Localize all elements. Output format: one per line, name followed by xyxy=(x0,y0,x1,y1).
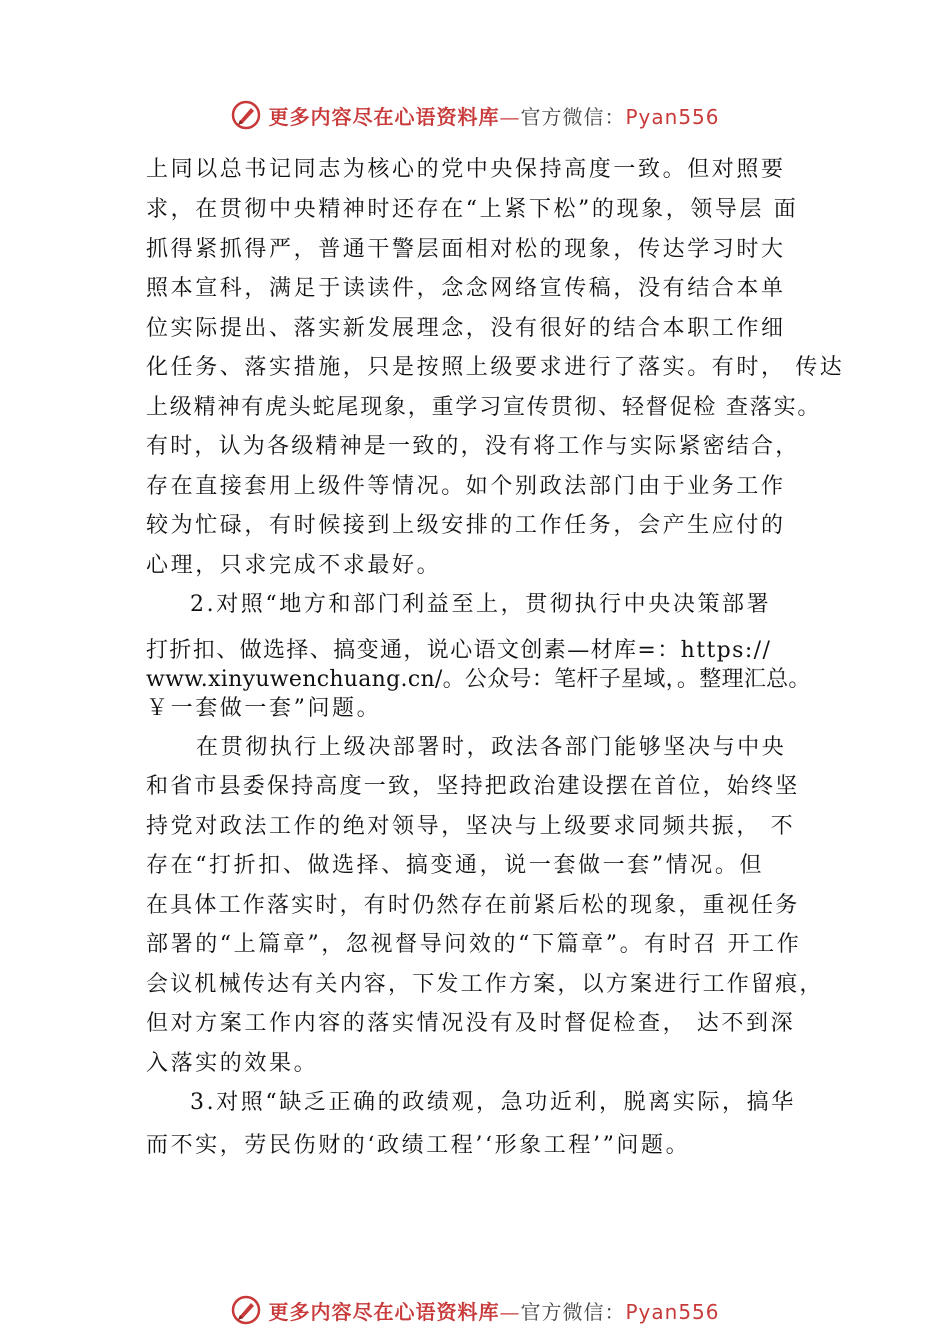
watermark-label: 官方微信： xyxy=(520,1299,626,1324)
text-line: 3.对照“缺乏正确的政绩观，急功近利，脱离实际，搞华 xyxy=(190,1090,796,1115)
watermark-label: 官方微信： xyxy=(520,104,626,129)
watermark-wechat-id: Pyan556 xyxy=(625,1299,720,1324)
watermark-brand: 更多内容尽在心语资料库 xyxy=(268,1299,500,1324)
text-line: 会议机械传达有关内容，下发工作方案，以方案进行工作留痕， xyxy=(146,972,824,997)
pen-logo-icon xyxy=(230,1294,262,1326)
text-line: 心理，只求完成不求最好。 xyxy=(146,553,442,578)
watermark-wechat-id: Pyan556 xyxy=(625,104,720,129)
text-line: 求，在贯彻中央精神时还存在“上紧下松”的现象，领导层 面 xyxy=(146,197,799,222)
text-line: 存在直接套用上级件等情况。如个别政法部门由于业务工作 xyxy=(146,474,786,499)
text-line: 打折扣、做选择、搞变通，说心语文创素—材库=：https:// xyxy=(146,638,772,663)
text-line: 和省市县委保持高度一致，坚持把政治建设摆在首位，始终坚 xyxy=(146,774,800,799)
text-line: 有时，认为各级精神是一致的，没有将工作与实际紧密结合， xyxy=(146,434,800,459)
text-line: 在贯彻执行上级决部署时，政法各部门能够坚决与中央 xyxy=(196,735,787,760)
text-line: 抓得紧抓得严，普通干警层面相对松的现象，传达学习时大 xyxy=(146,237,786,262)
footer-watermark xyxy=(0,1290,950,1330)
watermark-separator: — xyxy=(499,1299,521,1324)
text-line: 照本宣科，满足于读读件，念念网络宣传稿，没有结合本单 xyxy=(146,276,786,301)
watermark-text xyxy=(268,1296,719,1325)
text-line: 入落实的效果。 xyxy=(146,1051,319,1076)
watermark-separator: — xyxy=(499,104,521,129)
text-line: 上级精神有虎头蛇尾现象，重学习宣传贯彻、轻督促检 查落实。 xyxy=(146,395,822,420)
text-line: 存在“打折扣、做选择、搞变通，说一套做一套”情况。但 xyxy=(146,853,765,878)
text-line: www.xinyuwenchuang.cn/。公众号：笔杆子星域，。整理汇总。 xyxy=(146,667,811,692)
text-line: 在具体工作落实时，有时仍然存在前紧后松的现象，重视任务 xyxy=(146,893,800,918)
text-line: 位实际提出、落实新发展理念，没有很好的结合本职工作细 xyxy=(146,316,786,341)
text-line: 持党对政法工作的绝对领导，坚决与上级要求同频共振， 不 xyxy=(146,814,796,839)
text-line: 化任务、落实措施，只是按照上级要求进行了落实。有时， 传达 xyxy=(146,355,845,380)
text-line: 较为忙碌，有时候接到上级安排的工作任务，会产生应付的 xyxy=(146,513,786,538)
text-line: ￥一套做一套”问题。 xyxy=(146,696,382,721)
text-line: 部署的“上篇章”，忽视督导问效的“下篇章”。有时召 开工作 xyxy=(146,932,802,957)
text-line: 而不实，劳民伤财的‘政绩工程’‘形象工程’”问题。 xyxy=(146,1133,691,1158)
text-line: 但对方案工作内容的落实情况没有及时督促检查， 达不到深 xyxy=(146,1011,796,1036)
text-line: 2.对照“地方和部门利益至上，贯彻执行中央决策部署 xyxy=(190,592,772,617)
text-line: 上同以总书记同志为核心的党中央保持高度一致。但对照要 xyxy=(146,157,786,182)
watermark-brand: 更多内容尽在心语资料库 xyxy=(268,104,500,129)
